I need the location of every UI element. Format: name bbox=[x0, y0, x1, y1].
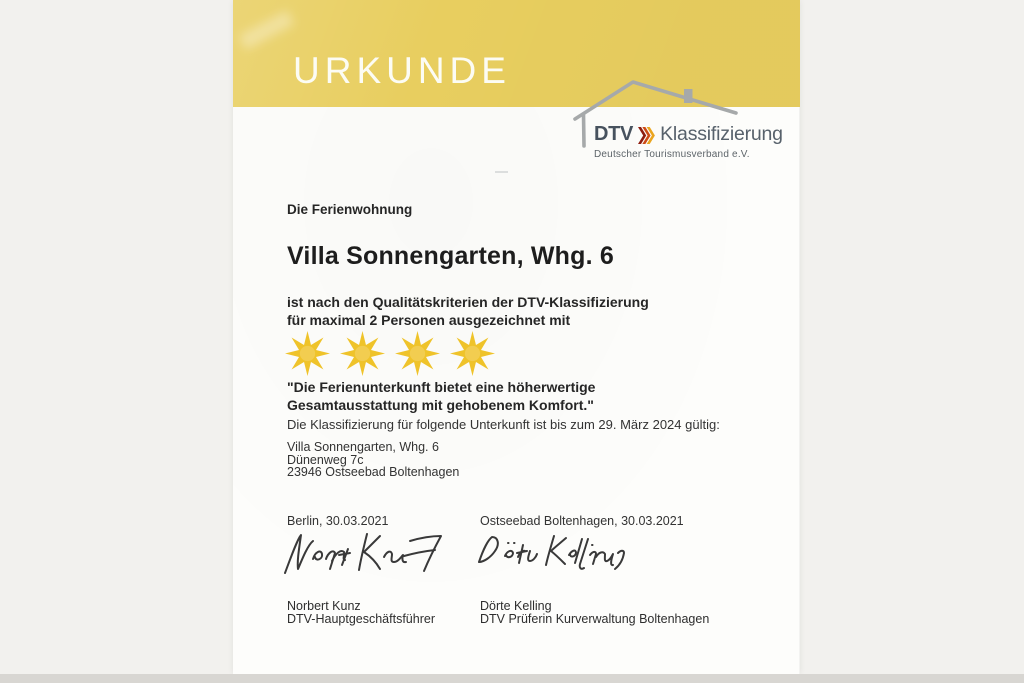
property-address bbox=[287, 441, 459, 479]
quote-line-2: Gesamtausstattung mit gehobenem Komfort." bbox=[287, 396, 594, 413]
certificate-page bbox=[233, 0, 800, 674]
address-line-2: Dünenweg 7c bbox=[287, 452, 364, 467]
signatory-role-left: DTV-Hauptgeschäftsführer bbox=[287, 612, 435, 626]
signatory-role-right: DTV Prüferin Kurverwaltung Boltenhagen bbox=[480, 612, 710, 626]
signature-norbert-kunz bbox=[281, 528, 459, 578]
signatory-block-left bbox=[287, 600, 435, 626]
star-icon bbox=[285, 331, 330, 376]
signatory-name-left: Norbert Kunz bbox=[287, 599, 361, 613]
dtv-logo bbox=[594, 124, 783, 145]
star-icon bbox=[340, 331, 385, 376]
place-date-left: Berlin, 30.03.2021 bbox=[287, 514, 389, 528]
address-line-3: 23946 Ostseebad Boltenhagen bbox=[287, 465, 460, 480]
dtv-wordmark: Klassifizierung bbox=[660, 123, 783, 145]
award-text bbox=[287, 294, 649, 329]
star-icon bbox=[450, 331, 495, 376]
address-line-1: Villa Sonnengarten, Whg. 6 bbox=[287, 440, 439, 454]
award-line-1: ist nach den Qualitätskriterien der DTV-Klassifizierung bbox=[287, 294, 649, 310]
dtv-chevrons-icon bbox=[638, 127, 655, 144]
scan-smudge bbox=[495, 171, 508, 175]
banner-title: URKUNDE bbox=[293, 50, 511, 91]
star-rating bbox=[285, 331, 495, 376]
dtv-abbr: DTV bbox=[594, 123, 634, 145]
quote-text bbox=[287, 379, 595, 414]
dtv-subtitle: Deutscher Tourismusverband e.V. bbox=[594, 149, 750, 160]
signature-doerte-kelling bbox=[474, 530, 642, 574]
intro-label: Die Ferienwohnung bbox=[287, 202, 413, 217]
place-date-right: Ostseebad Boltenhagen, 30.03.2021 bbox=[480, 514, 684, 528]
award-line-2: für maximal 2 Personen ausgezeichnet mit bbox=[287, 311, 571, 328]
signatory-name-right: Dörte Kelling bbox=[480, 599, 552, 613]
validity-note: Die Klassifizierung für folgende Unterkunft ist bis zum 29. März 2024 gültig: bbox=[287, 417, 720, 432]
property-name: Villa Sonnengarten, Whg. 6 bbox=[287, 242, 615, 270]
quote-line-1: "Die Ferienunterkunft bietet eine höherwertige bbox=[287, 379, 596, 395]
scan-crease bbox=[238, 10, 294, 50]
scan-bottom-edge bbox=[0, 674, 1024, 683]
star-icon bbox=[395, 331, 440, 376]
signatory-block-right bbox=[480, 600, 709, 626]
